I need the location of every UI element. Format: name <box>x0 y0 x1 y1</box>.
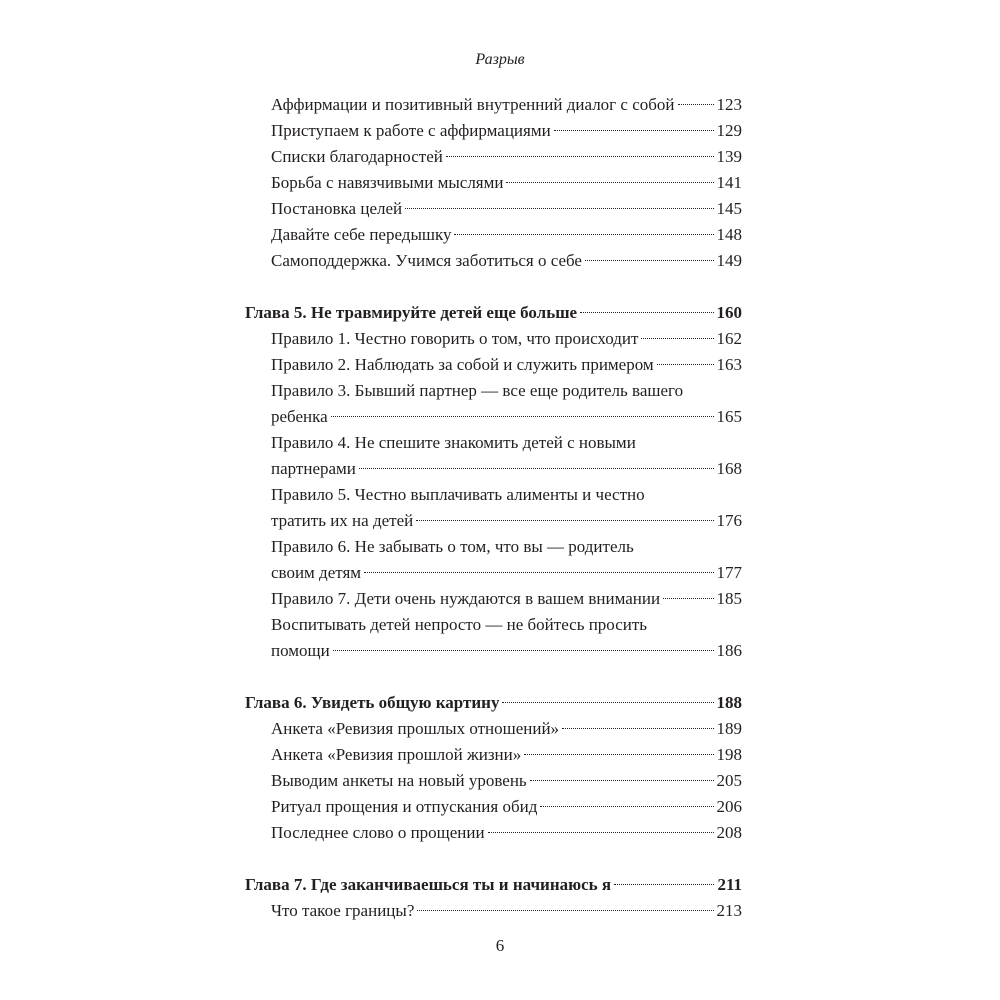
toc-entry-line2 <box>245 404 742 430</box>
toc-entry-title-line2: тратить их на детей <box>271 511 414 530</box>
toc-entry-page: 148 <box>716 225 742 244</box>
toc-entry[interactable] <box>245 92 742 118</box>
toc-entry-line2 <box>245 508 742 534</box>
toc-entry[interactable] <box>245 716 742 742</box>
toc-entry-page: 198 <box>716 745 742 764</box>
page-number: 6 <box>495 936 505 955</box>
toc-entry-multiline[interactable] <box>245 482 742 534</box>
toc-entry-page: 168 <box>716 459 742 478</box>
table-of-contents <box>245 92 742 924</box>
toc-entry-multiline[interactable] <box>245 430 742 482</box>
toc-entry[interactable] <box>245 586 742 612</box>
dot-leader <box>540 806 713 807</box>
chapter-title: Глава 5. Не травмируйте детей еще больше <box>245 303 578 322</box>
toc-entry-title: Аффирмации и позитивный внутренний диалог с собой <box>271 95 675 114</box>
toc-entry[interactable] <box>245 248 742 274</box>
toc-entry-page: 139 <box>716 147 742 166</box>
toc-entry-title: Выводим анкеты на новый уровень <box>271 771 527 790</box>
dot-leader <box>524 754 713 755</box>
toc-entry[interactable] <box>245 170 742 196</box>
dot-leader <box>446 156 714 157</box>
dot-leader <box>417 910 713 911</box>
dot-leader <box>614 884 714 885</box>
toc-entry[interactable] <box>245 820 742 846</box>
toc-entry-page: 213 <box>716 901 742 920</box>
toc-entry-page: 123 <box>716 95 742 114</box>
toc-entry-title: Давайте себе передышку <box>271 225 452 244</box>
section-spacer <box>245 664 742 690</box>
dot-leader <box>364 572 713 573</box>
toc-entry-page: 185 <box>716 589 742 608</box>
toc-entry[interactable] <box>245 144 742 170</box>
toc-entry[interactable] <box>245 196 742 222</box>
toc-entry-title-line2: партнерами <box>271 459 356 478</box>
section-spacer <box>245 274 742 300</box>
toc-entry-title: Правило 2. Наблюдать за собой и служить примером <box>271 355 654 374</box>
toc-entry-page: 165 <box>716 407 742 426</box>
toc-entry-multiline[interactable] <box>245 612 742 664</box>
toc-entry-title: Борьба с навязчивыми мыслями <box>271 173 504 192</box>
chapter-page: 160 <box>716 303 742 322</box>
chapter-page: 188 <box>716 693 742 712</box>
toc-entry-title-line1: Правило 5. Честно выплачивать алименты и честно <box>271 485 645 504</box>
toc-entry-title-line1: Правило 4. Не спешите знакомить детей с новыми <box>271 433 636 452</box>
toc-entry-title: Приступаем к работе с аффирмациями <box>271 121 551 140</box>
dot-leader <box>554 130 714 131</box>
toc-entry-multiline[interactable] <box>245 378 742 430</box>
toc-entry-page: 177 <box>716 563 742 582</box>
toc-entry-title: Правило 7. Дети очень нуждаются в вашем внимании <box>271 589 661 608</box>
chapter-title: Глава 6. Увидеть общую картину <box>245 693 500 712</box>
toc-chapter-7[interactable] <box>245 872 742 898</box>
section-spacer <box>245 846 742 872</box>
dot-leader <box>502 702 713 703</box>
toc-entry-page: 176 <box>716 511 742 530</box>
toc-entry-page: 149 <box>716 251 742 270</box>
dot-leader <box>454 234 713 235</box>
toc-entry-page: 208 <box>716 823 742 842</box>
toc-entry-title: Постановка целей <box>271 199 403 218</box>
toc-entry-title: Правило 1. Честно говорить о том, что происходит <box>271 329 639 348</box>
toc-entry[interactable] <box>245 352 742 378</box>
toc-entry[interactable] <box>245 118 742 144</box>
dot-leader <box>585 260 714 261</box>
chapter-page: 211 <box>717 875 742 894</box>
toc-entry-title-line2: своим детям <box>271 563 362 582</box>
toc-entry-title: Списки благодарностей <box>271 147 443 166</box>
dot-leader <box>416 520 713 521</box>
toc-entry[interactable] <box>245 222 742 248</box>
toc-chapter-6[interactable] <box>245 690 742 716</box>
toc-entry-title-line1: Воспитывать детей непросто — не бойтесь просить <box>271 615 648 634</box>
toc-entry-title: Анкета «Ревизия прошлой жизни» <box>271 745 522 764</box>
dot-leader <box>405 208 713 209</box>
toc-entry[interactable] <box>245 794 742 820</box>
toc-entry-page: 129 <box>716 121 742 140</box>
dot-leader <box>663 598 713 599</box>
dot-leader <box>641 338 713 339</box>
toc-entry-line2 <box>245 560 742 586</box>
dot-leader <box>580 312 713 313</box>
dot-leader <box>530 780 714 781</box>
toc-entry-page: 206 <box>716 797 742 816</box>
toc-entry-title: Что такое границы? <box>271 901 415 920</box>
toc-entry-page: 145 <box>716 199 742 218</box>
toc-entry[interactable] <box>245 898 742 924</box>
toc-entry[interactable] <box>245 326 742 352</box>
running-head: Разрыв <box>475 51 525 68</box>
chapter-title: Глава 7. Где заканчиваешься ты и начинаюсь я <box>245 875 612 894</box>
toc-entry-title: Самоподдержка. Учимся заботиться о себе <box>271 251 582 270</box>
dot-leader <box>657 364 714 365</box>
dot-leader <box>331 416 714 417</box>
toc-entry[interactable] <box>245 742 742 768</box>
toc-entry-title-line2: помощи <box>271 641 330 660</box>
toc-entry-line2 <box>245 456 742 482</box>
toc-entry-title: Ритуал прощения и отпускания обид <box>271 797 538 816</box>
toc-entry[interactable] <box>245 768 742 794</box>
toc-entry-page: 189 <box>716 719 742 738</box>
toc-entry-title: Последнее слово о прощении <box>271 823 485 842</box>
dot-leader <box>359 468 714 469</box>
dot-leader <box>562 728 713 729</box>
toc-entry-page: 186 <box>716 641 742 660</box>
toc-entry-title-line1: Правило 3. Бывший партнер — все еще родитель вашего <box>271 381 684 400</box>
toc-entry-title-line2: ребенка <box>271 407 328 426</box>
dot-leader <box>678 104 714 105</box>
dot-leader <box>506 182 713 183</box>
toc-entry-title-line1: Правило 6. Не забывать о том, что вы — родитель <box>271 537 634 556</box>
dot-leader <box>333 650 714 651</box>
toc-entry-title: Анкета «Ревизия прошлых отношений» <box>271 719 560 738</box>
toc-entry-page: 205 <box>716 771 742 790</box>
toc-entry-page: 162 <box>716 329 742 348</box>
toc-entry-multiline[interactable] <box>245 534 742 586</box>
toc-entry-page: 141 <box>716 173 742 192</box>
toc-entry-page: 163 <box>716 355 742 374</box>
toc-entry-line2 <box>245 638 742 664</box>
dot-leader <box>488 832 714 833</box>
toc-chapter-5[interactable] <box>245 300 742 326</box>
